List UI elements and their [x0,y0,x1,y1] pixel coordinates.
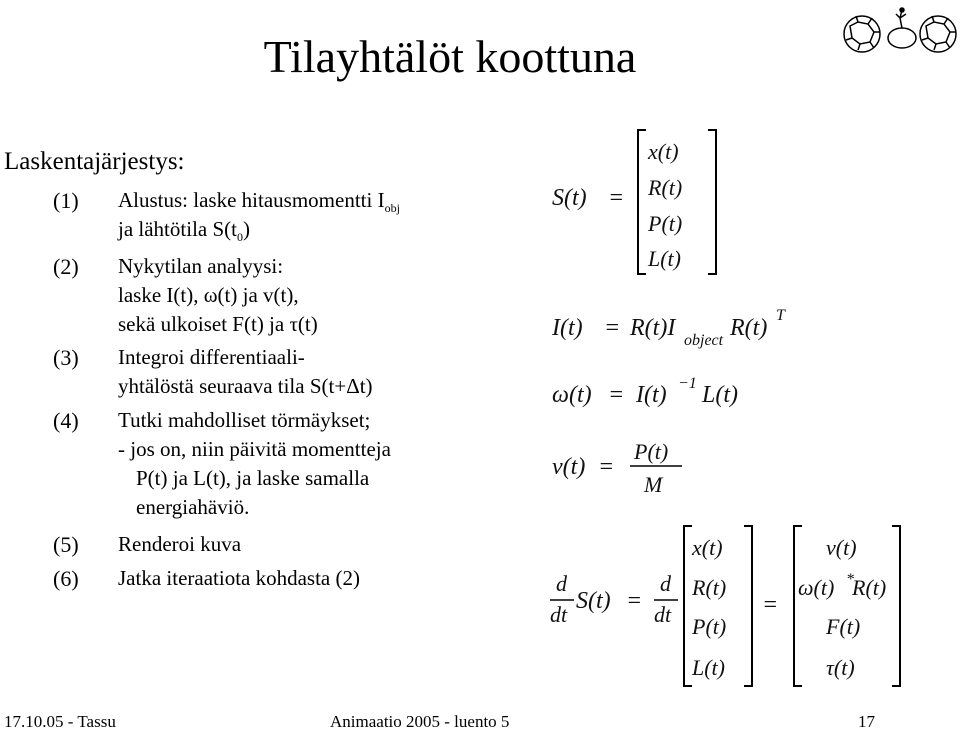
svg-text:=: = [598,454,615,480]
svg-text:I(t): I(t) [636,382,667,408]
step-line: sekä ulkoiset F(t) ja τ(t) [118,312,318,336]
step-line: Integroi differentiaali- [118,345,305,369]
step-line: Nykytilan analyysi: [118,254,284,278]
svg-text:ω(t): ω(t) [798,575,835,600]
step-line: Jatka iteraatiota kohdasta (2) [118,566,360,590]
step-number: (4) [53,408,79,433]
svg-text:object: object [684,332,724,349]
svg-text:ω(t): ω(t) [552,382,592,408]
svg-text:P(t): P(t) [648,211,683,236]
step-line: ja lähtötila $S(t_0)$ [118,217,250,244]
svg-text:−1: −1 [678,375,697,392]
svg-text:R(t): R(t) [730,315,768,341]
svg-text:I(t): I(t) [552,315,583,341]
molecule-logo-icon [838,4,958,62]
svg-text:S(t): S(t) [576,588,611,614]
step-line: laske I(t), ω(t) ja v(t), [118,283,299,307]
svg-text:R(t)I: R(t)I [630,315,676,341]
step-number: (5) [53,532,79,557]
svg-text:P(t): P(t) [634,439,669,464]
velocity-equation [552,439,682,497]
svg-text:x(t): x(t) [648,139,679,164]
svg-text:=: = [626,588,643,614]
svg-text:=: = [762,592,779,618]
step-number: (1) [53,188,79,213]
svg-text:dt: dt [654,602,672,627]
svg-text:=: = [608,185,625,211]
svg-text:L(t): L(t) [692,655,725,680]
svg-text:d: d [556,571,567,596]
svg-text:=: = [604,315,621,341]
svg-text:R(t): R(t) [852,575,887,600]
footer-date-author: 17.10.05 - Tassu [4,712,116,731]
svg-text:*: * [846,571,854,588]
svg-text:R(t): R(t) [648,175,683,200]
svg-text:v(t): v(t) [826,535,857,560]
step-line: energiahäviö. [136,495,250,519]
svg-text:S(t): S(t) [552,185,587,211]
list-heading: Laskentajärjestys: [4,148,185,175]
inertia-equation [551,307,786,349]
svg-text:v(t): v(t) [552,454,586,480]
state-vector-equation [552,130,716,274]
svg-text:x(t): x(t) [692,535,723,560]
step-line: Tutki mahdolliset törmäykset; [118,408,371,432]
svg-text:L(t): L(t) [702,382,738,408]
svg-text:dt: dt [550,602,568,627]
step-number: (6) [53,566,79,591]
slide-title: Tilayhtälöt koottuna [263,31,637,82]
page-number: 17 [858,712,875,731]
step-line: yhtälöstä seuraava tila S(t+Δt) [118,374,373,398]
state-equations-image [530,112,950,697]
step-line: Renderoi kuva [118,532,242,556]
step-line: - jos on, niin päivitä momentteja [118,437,391,461]
step-number: (3) [53,345,79,370]
svg-text:τ(t): τ(t) [826,655,855,680]
derivative-equation [550,526,900,686]
svg-text:=: = [608,382,625,408]
svg-text:R(t): R(t) [692,575,727,600]
step-number: (2) [53,254,79,279]
angular-velocity-equation [552,375,738,408]
svg-text:P(t): P(t) [692,614,727,639]
svg-text:d: d [660,571,671,596]
footer-course: Animaatio 2005 - luento 5 [330,712,510,731]
step-line: P(t) ja L(t), ja laske samalla [136,466,370,490]
svg-text:F(t): F(t) [826,614,861,639]
svg-text:M: M [644,472,663,497]
step-line: Alustus: laske hitausmomentti $I_{obj}$ [118,188,400,215]
svg-text:T: T [776,307,785,324]
svg-text:L(t): L(t) [648,246,681,271]
